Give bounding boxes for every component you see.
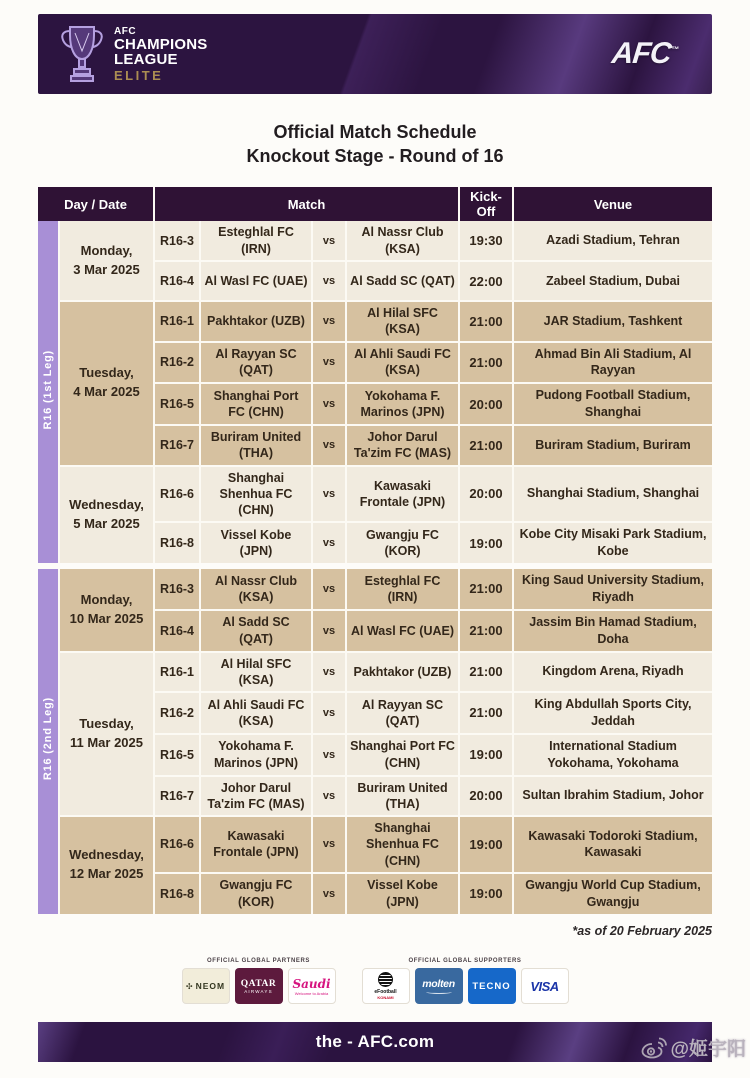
home-team: Vissel Kobe (JPN): [200, 522, 312, 563]
away-team: Yokohama F. Marinos (JPN): [346, 383, 459, 425]
venue-cell: Pudong Football Stadium, Shanghai: [513, 383, 712, 425]
away-team: Al Wasl FC (UAE): [346, 610, 459, 652]
venue-cell: King Abdullah Sports City, Jeddah: [513, 692, 712, 734]
away-team: Kawasaki Frontale (JPN): [346, 466, 459, 523]
day-label: Monday,: [80, 591, 133, 607]
venue-cell: Zabeel Stadium, Dubai: [513, 261, 712, 301]
away-team: Al Hilal SFC (KSA): [346, 301, 459, 342]
home-team: Al Wasl FC (UAE): [200, 261, 312, 301]
kickoff-time: 21:00: [459, 301, 513, 342]
venue-cell: King Saud University Stadium, Riyadh: [513, 569, 712, 610]
leg-label: [38, 221, 59, 563]
venue-cell: Kawasaki Todoroki Stadium, Kawasaki: [513, 816, 712, 873]
vs-label: vs: [312, 342, 346, 384]
day-label: Wednesday,: [69, 847, 144, 863]
home-team: Esteghlal FC (IRN): [200, 221, 312, 261]
home-team: Al Hilal SFC (KSA): [200, 652, 312, 693]
header-kick-off: Kick-Off: [459, 187, 513, 221]
day-date-cell: [59, 301, 154, 466]
leg-label-text: R16 (2nd Leg): [42, 697, 54, 781]
match-number: R16-5: [154, 734, 200, 776]
venue-cell: Shanghai Stadium, Shanghai: [513, 466, 712, 523]
vs-label: vs: [312, 873, 346, 914]
kickoff-time: 21:00: [459, 652, 513, 693]
tecno-logo: TECNO: [468, 968, 516, 1004]
home-team: Al Nassr Club (KSA): [200, 569, 312, 610]
match-number: R16-6: [154, 466, 200, 523]
home-team: Buriram United (THA): [200, 425, 312, 466]
match-number: R16-6: [154, 816, 200, 873]
date-label: 3 Mar 2025: [73, 261, 140, 277]
competition-elite-line: ELITE: [114, 67, 164, 83]
header-venue: Venue: [513, 187, 712, 221]
day-date-cell: [59, 816, 154, 914]
match-number: R16-3: [154, 569, 200, 610]
vs-label: vs: [312, 383, 346, 425]
competition-afc-line: AFC: [114, 25, 137, 37]
home-team: Shanghai Shenhua FC (CHN): [200, 466, 312, 523]
schedule-body: [38, 221, 712, 914]
visit-saudi-logo: Saudi Welcome to Arabia: [288, 968, 336, 1004]
leg-table: [38, 569, 712, 914]
venue-cell: Ahmad Bin Ali Stadium, Al Rayyan: [513, 342, 712, 384]
date-label: 5 Mar 2025: [73, 515, 140, 531]
schedule-table: [38, 187, 712, 914]
kickoff-time: 22:00: [459, 261, 513, 301]
competition-champions-line: CHAMPIONS: [114, 35, 208, 53]
venue-cell: Jassim Bin Hamad Stadium, Doha: [513, 610, 712, 652]
match-number: R16-7: [154, 425, 200, 466]
kickoff-time: 20:00: [459, 776, 513, 817]
vs-label: vs: [312, 466, 346, 523]
kickoff-time: 19:30: [459, 221, 513, 261]
home-team: Shanghai Port FC (CHN): [200, 383, 312, 425]
away-team: Johor Darul Ta'zim FC (MAS): [346, 425, 459, 466]
away-team: Al Ahli Saudi FC (KSA): [346, 342, 459, 384]
away-team: Al Rayyan SC (QAT): [346, 692, 459, 734]
day-date-cell: [59, 569, 154, 652]
away-team: Al Nassr Club (KSA): [346, 221, 459, 261]
match-number: R16-7: [154, 776, 200, 817]
match-number: R16-2: [154, 342, 200, 384]
match-number: R16-4: [154, 261, 200, 301]
vs-label: vs: [312, 734, 346, 776]
match-number: R16-3: [154, 221, 200, 261]
kickoff-time: 20:00: [459, 466, 513, 523]
day-label: Tuesday,: [79, 715, 134, 731]
home-team: Johor Darul Ta'zim FC (MAS): [200, 776, 312, 817]
header-match: Match: [154, 187, 459, 221]
away-team: Vissel Kobe (JPN): [346, 873, 459, 914]
molten-swoosh: [426, 990, 452, 994]
day-date-cell: [59, 221, 154, 301]
vs-label: vs: [312, 610, 346, 652]
vs-label: vs: [312, 569, 346, 610]
kickoff-time: 19:00: [459, 734, 513, 776]
kickoff-time: 19:00: [459, 873, 513, 914]
vs-label: vs: [312, 301, 346, 342]
afc-website-url: the - AFC.com: [315, 1032, 435, 1051]
venue-cell: Azadi Stadium, Tehran: [513, 221, 712, 261]
match-row: [38, 816, 712, 873]
date-label: 12 Mar 2025: [69, 866, 144, 882]
acl-elite-logo: [60, 23, 207, 85]
vs-label: vs: [312, 692, 346, 734]
watermark-text: @姬宇阳: [670, 1039, 746, 1060]
footer-bar: [38, 1022, 712, 1062]
kickoff-time: 19:00: [459, 816, 513, 873]
away-team: Al Sadd SC (QAT): [346, 261, 459, 301]
date-label: 11 Mar 2025: [69, 734, 143, 750]
away-team: Gwangju FC (KOR): [346, 522, 459, 563]
leg-table: [38, 221, 712, 563]
vs-label: vs: [312, 816, 346, 873]
vs-label: vs: [312, 522, 346, 563]
day-label: Monday,: [80, 242, 133, 258]
vs-label: vs: [312, 425, 346, 466]
as-of-note: *as of 20 February 2025: [572, 924, 712, 938]
vs-label: vs: [312, 652, 346, 693]
leg-label: [38, 569, 59, 914]
away-team: Buriram United (THA): [346, 776, 459, 817]
match-number: R16-5: [154, 383, 200, 425]
venue-cell: Kobe City Misaki Park Stadium, Kobe: [513, 522, 712, 563]
home-team: Al Rayyan SC (QAT): [200, 342, 312, 384]
molten-logo: molten: [415, 968, 463, 1004]
kickoff-time: 21:00: [459, 425, 513, 466]
neom-flower-icon: ✣: [185, 981, 194, 991]
day-date-cell: [59, 652, 154, 817]
away-team: Shanghai Port FC (CHN): [346, 734, 459, 776]
match-number: R16-1: [154, 652, 200, 693]
competition-league-line: LEAGUE: [114, 50, 178, 68]
leg-label-text: R16 (1st Leg): [42, 349, 54, 430]
schedule-header-row: [38, 187, 712, 221]
visa-logo: VISA: [521, 968, 569, 1004]
date-label: 10 Mar 2025: [69, 610, 144, 626]
kickoff-time: 20:00: [459, 383, 513, 425]
venue-cell: Gwangju World Cup Stadium, Gwangju: [513, 873, 712, 914]
match-row: [38, 301, 712, 342]
match-number: R16-2: [154, 692, 200, 734]
efootball-logo: eFootball KONAMI: [362, 968, 410, 1004]
day-date-cell: [59, 466, 154, 564]
title-line1: Official Match Schedule: [273, 122, 477, 142]
supporters-label: OFFICIAL GLOBAL SUPPORTERS: [408, 958, 522, 964]
match-number: R16-8: [154, 522, 200, 563]
page-title: [0, 120, 750, 169]
competition-wordmark: [114, 27, 207, 82]
match-number: R16-8: [154, 873, 200, 914]
efootball-ball-icon: [378, 972, 393, 987]
home-team: Yokohama F. Marinos (JPN): [200, 734, 312, 776]
trophy-icon: [60, 23, 104, 85]
match-number: R16-4: [154, 610, 200, 652]
sponsor-strip: [0, 958, 750, 1004]
vs-label: vs: [312, 261, 346, 301]
title-line2: Knockout Stage - Round of 16: [246, 146, 504, 167]
day-label: Tuesday,: [79, 365, 134, 381]
venue-cell: Sultan Ibrahim Stadium, Johor: [513, 776, 712, 817]
kickoff-time: 21:00: [459, 342, 513, 384]
away-team: Pakhtakor (UZB): [346, 652, 459, 693]
day-label: Wednesday,: [69, 496, 144, 512]
away-team: Esteghlal FC (IRN): [346, 569, 459, 610]
neom-logo: ✣ NEOM: [182, 968, 230, 1004]
home-team: Kawasaki Frontale (JPN): [200, 816, 312, 873]
global-partners-group: [182, 958, 336, 1004]
vs-label: vs: [312, 776, 346, 817]
kickoff-time: 21:00: [459, 569, 513, 610]
home-team: Pakhtakor (UZB): [200, 301, 312, 342]
weibo-icon: [641, 1037, 667, 1059]
venue-cell: Buriram Stadium, Buriram: [513, 425, 712, 466]
home-team: Al Ahli Saudi FC (KSA): [200, 692, 312, 734]
match-row: [38, 221, 712, 261]
match-row: [38, 652, 712, 693]
date-label: 4 Mar 2025: [73, 384, 140, 400]
match-number: R16-1: [154, 301, 200, 342]
venue-cell: Kingdom Arena, Riyadh: [513, 652, 712, 693]
global-supporters-group: [362, 958, 569, 1004]
venue-cell: JAR Stadium, Tashkent: [513, 301, 712, 342]
venue-cell: International Stadium Yokohama, Yokohama: [513, 734, 712, 776]
kickoff-time: 21:00: [459, 692, 513, 734]
weibo-watermark: [641, 1034, 746, 1061]
match-row: [38, 466, 712, 523]
vs-label: vs: [312, 221, 346, 261]
away-team: Shanghai Shenhua FC (CHN): [346, 816, 459, 873]
home-team: Al Sadd SC (QAT): [200, 610, 312, 652]
top-banner: [38, 14, 712, 94]
afc-wordmark: AFC™: [610, 37, 679, 70]
qatar-airways-logo: QATAR AIRWAYS: [235, 968, 283, 1004]
home-team: Gwangju FC (KOR): [200, 873, 312, 914]
kickoff-time: 21:00: [459, 610, 513, 652]
match-row: [38, 569, 712, 610]
partners-label: OFFICIAL GLOBAL PARTNERS: [206, 958, 311, 964]
kickoff-time: 19:00: [459, 522, 513, 563]
header-day-date: Day / Date: [38, 187, 154, 221]
